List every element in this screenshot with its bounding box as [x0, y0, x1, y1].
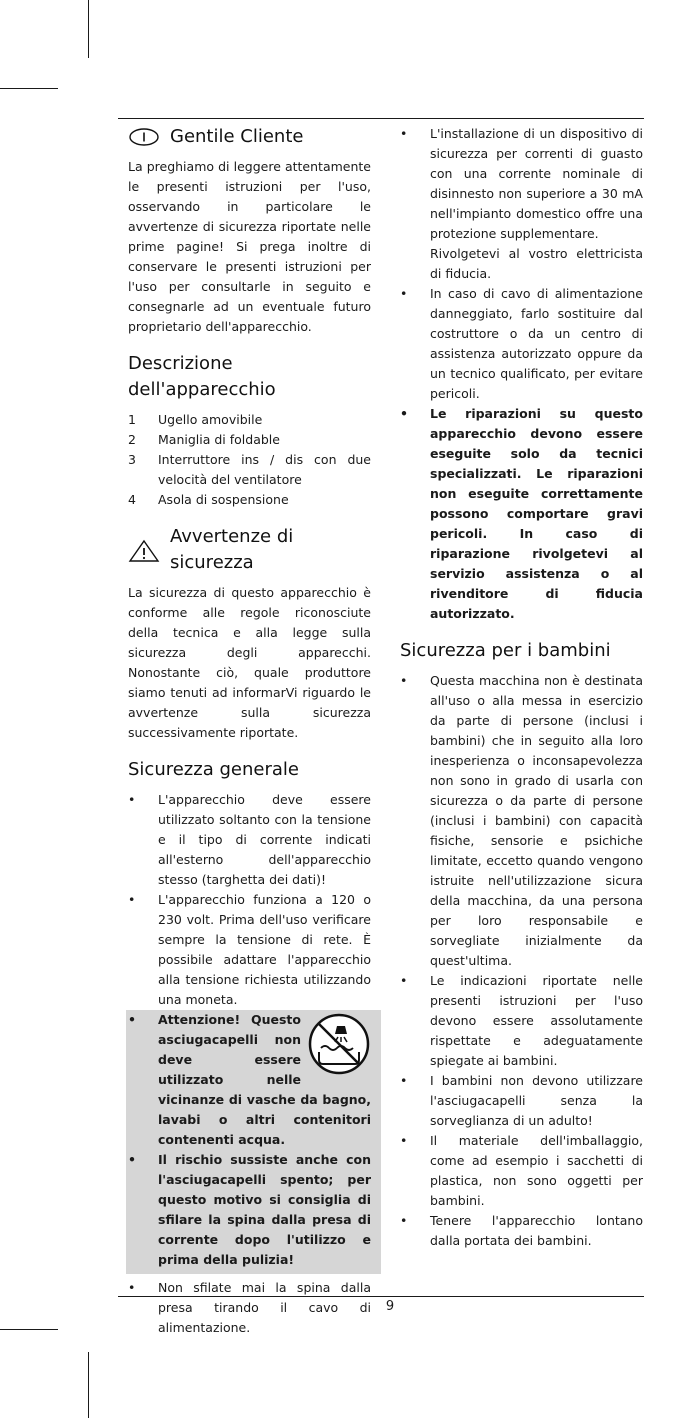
list-item: 4 Asola di sospensione [128, 492, 289, 507]
crop-mark [0, 88, 58, 89]
intro-heading [128, 124, 371, 150]
no-water-icon [307, 1012, 371, 1076]
page-number: 9 [385, 1299, 395, 1314]
list-item: • L'apparecchio deve essere utilizzato soltanto con la tensione e il tipo di corrente indicati all'esterno dell'apparecchio stesso (targhetta dei dati)! [128, 792, 371, 887]
crop-mark [88, 0, 89, 58]
list-item: 2 Maniglia di foldable [128, 432, 280, 447]
list-item: • L'apparecchio funziona a 120 o 230 volt. Prima dell'uso verificare sempre la tensione di rete. È possibile adattare l'apparecchio alla tensione richiesta utilizzando una moneta. [128, 892, 371, 1007]
list-item: • Tenere l'apparecchio lontano dalla portata dei bambini. [400, 1213, 643, 1248]
info-circle-icon [128, 126, 160, 148]
crop-mark [0, 1329, 58, 1330]
children-safety-list [400, 671, 643, 1251]
list-item: • I bambini non devono utilizzare l'asciugacapelli senza la sorveglianza di un adulto! [400, 1073, 643, 1128]
list-item: • Attenzione! Questo asciugacapelli non deve essere utilizzato nelle vicinanze di vasche da bagno, lavabi o altri contenitori contenenti acqua. [128, 1012, 371, 1147]
parts-list [128, 410, 371, 510]
general-safety-continued [400, 124, 643, 624]
children-safety-heading: Sicurezza per i bambini [400, 640, 611, 661]
top-rule [118, 118, 644, 119]
list-item: • Le indicazioni riportate nelle presenti istruzioni per l'uso devono essere assolutamente rispettate e adeguatamente spiegate ai bambini. [400, 973, 643, 1068]
general-safety-heading: Sicurezza generale [128, 759, 299, 780]
safety-warnings-section [128, 524, 371, 743]
list-item: • Non sfilate mai la spina dalla presa tirando il cavo di alimentazione. [128, 1280, 371, 1335]
list-item: • Le riparazioni su questo apparecchio devono essere eseguite solo da tecnici specializzati. Le riparazioni non eseguite correttamente possono comportare gravi pericoli. In caso di riparazione rivolgetevi al servizio assistenza o al rivenditore di fiducia autorizzato. [400, 406, 643, 621]
crop-mark [88, 1352, 89, 1418]
list-item: • In caso di cavo di alimentazione danneggiato, farlo sostituire dal costruttore o da un centro di assistenza autorizzato oppure da un tecnico qualificato, per evitare pericoli. [400, 286, 643, 401]
intro-section [128, 124, 371, 337]
general-safety-section [128, 757, 371, 1338]
warning-triangle-icon [128, 539, 160, 561]
list-item: 3 Interruttore ins / dis con due velocità del ventilatore [128, 452, 371, 487]
warning-box [126, 1010, 381, 1274]
safety-warnings-title: Avvertenze di sicurezza [170, 526, 294, 573]
list-item: • Il rischio sussiste anche con l'asciugacapelli spento; per questo motivo si consiglia di sfilare la spina dalla presa di corrente dopo l'utilizzo e prima della pulizia! [128, 1152, 371, 1267]
description-section [128, 351, 371, 510]
intro-text: La preghiamo di leggere attentamente le presenti istruzioni per l'uso, osservando in particolare le avvertenze di sicurezza riportate nelle prime pagine! Si prega inoltre di conservare le presenti istruzioni per l'uso per consultarle in seguito e consegnarle ad un eventuale futuro proprietario dell'apparecchio. [128, 159, 371, 334]
description-heading: Descrizione dell'apparecchio [128, 353, 276, 400]
right-column [400, 124, 643, 1251]
list-item: 1 Ugello amovibile [128, 412, 263, 427]
intro-title: Gentile Cliente [170, 126, 304, 147]
children-safety-section [400, 638, 643, 1251]
left-column [128, 124, 371, 1338]
list-item: • Questa macchina non è destinata all'uso o alla messa in esercizio da parte di persone (inclusi i bambini) che in seguito alla loro inesperienza o inconsapevolezza non sono in grado di usarla con sicurezza o da parte di persone (inclusi i bambini) con capacità fisiche, sensorie e psichiche limitate, eccetto quando vengono istruite nell'utilizzazione sicura della macchina, da una persona per loro responsabile e sorvegliate inizialmente da quest'ultima. [400, 673, 643, 968]
safety-warnings-heading [128, 524, 371, 576]
general-safety-list [128, 790, 371, 1010]
list-item: • Il materiale dell'imballaggio, come ad esempio i sacchetti di plastica, non sono oggetti per bambini. [400, 1133, 643, 1208]
list-item: • L'installazione di un dispositivo di sicurezza per correnti di guasto con una corrente nominale di disinnesto non superiore a 30 mA nell'impianto domestico offre una protezione supplementare. Rivolgetevi al vostro elettricista di fiducia. [400, 126, 643, 281]
safety-warnings-text: La sicurezza di questo apparecchio è conforme alle regole riconosciute della tecnica e alla legge sulla sicurezza degli apparecchi. Nonostante ciò, quale produttore siamo tenuti ad informarVi riguardo le avvertenze sulla sicurezza successivamente riportate. [128, 585, 371, 740]
